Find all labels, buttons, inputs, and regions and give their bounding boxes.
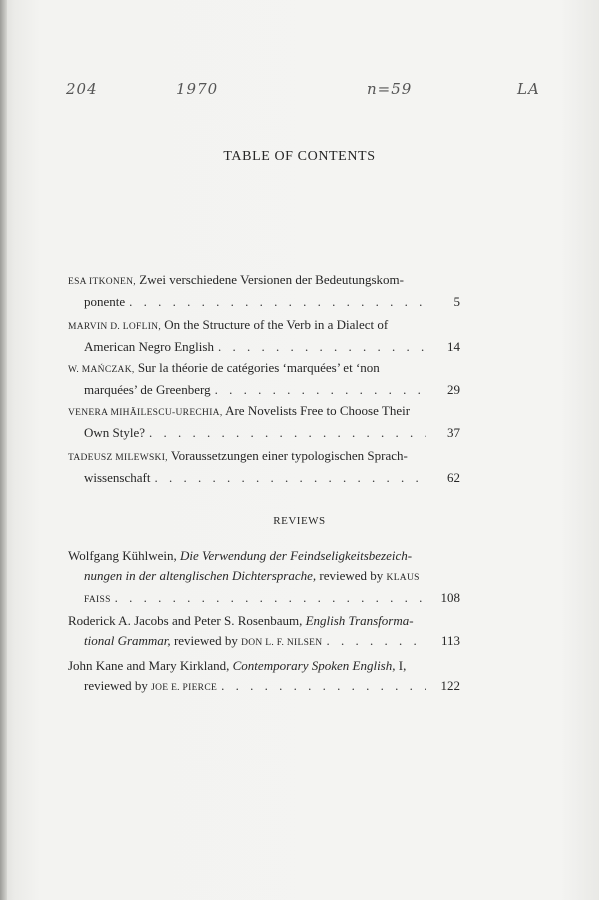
- book-title: Die Verwendung der Feindseligkeitsbezeich-: [179, 548, 413, 563]
- page-number: 113: [440, 633, 460, 648]
- article-title: On the Structure of the Verb in a Dialect of: [164, 317, 389, 332]
- reviews-heading: REVIEWS: [273, 515, 326, 527]
- reviewer-name: DON L. F. NILSEN: [241, 638, 323, 648]
- author-name: ESA ITKONEN,: [68, 277, 136, 287]
- article-title-cont: marquées’ de Greenberg: [84, 382, 211, 397]
- page-binding-shadow: [0, 0, 7, 900]
- review-entry: [68, 656, 460, 698]
- dot-leader: [115, 588, 426, 608]
- dot-leader: [218, 337, 426, 357]
- page-number: 108: [440, 590, 460, 605]
- reviewed-authors: John Kane and Mary Kirkland,: [68, 658, 230, 673]
- handwritten-note: 1970: [176, 80, 219, 98]
- reviewed-authors: Wolfgang Kühlwein,: [68, 548, 177, 563]
- dot-leader: [154, 468, 426, 488]
- book-title: Contemporary Spoken English,: [232, 658, 396, 673]
- review-entry: [68, 611, 460, 653]
- author-name: W. MAŃCZAK,: [68, 365, 135, 375]
- volume-label: I,: [398, 658, 407, 673]
- reviewed-by-label: reviewed by: [319, 568, 384, 583]
- reviewer-name: KLAUS: [386, 573, 420, 583]
- reviewer-name: JOE E. PIERCE: [151, 683, 218, 693]
- page-number: 5: [453, 294, 460, 309]
- page-number: 29: [447, 382, 460, 397]
- dot-leader: [221, 676, 426, 696]
- book-title-cont: nungen in der altenglischen Dichtersprache,: [84, 568, 317, 583]
- page-number: 37: [447, 425, 460, 440]
- page-number: 122: [440, 678, 460, 693]
- page-number: 62: [447, 470, 460, 485]
- book-title-cont: tional Grammar,: [84, 633, 171, 648]
- toc-entry: [68, 446, 460, 488]
- page-number: 14: [447, 339, 460, 354]
- dot-leader: [215, 380, 426, 400]
- page-title: TABLE OF CONTENTS: [223, 149, 376, 164]
- review-entry: [68, 546, 460, 610]
- reviewed-by-label: reviewed by: [84, 678, 148, 693]
- dot-leader: [326, 631, 426, 651]
- article-title-cont: ponente: [84, 294, 126, 309]
- article-title-cont: American Negro English: [84, 339, 214, 354]
- handwritten-note: 204: [66, 80, 98, 98]
- article-title-cont: Own Style?: [84, 425, 146, 440]
- article-title: Zwei verschiedene Versionen der Bedeutungskom-: [139, 272, 404, 287]
- dot-leader: [149, 423, 426, 443]
- toc-entry: [68, 358, 460, 400]
- article-title-cont: wissenschaft: [84, 470, 151, 485]
- author-name: MARVIN D. LOFLIN,: [68, 322, 162, 332]
- toc-entry: [68, 315, 460, 357]
- reviewed-authors: Roderick A. Jacobs and Peter S. Rosenbaum,: [68, 613, 303, 628]
- toc-entry: [68, 401, 460, 443]
- reviewer-name-cont: FAISS: [84, 595, 111, 605]
- handwritten-note: n=59: [367, 80, 413, 98]
- dot-leader: [129, 292, 426, 312]
- handwritten-note: LA: [517, 80, 540, 98]
- author-name: TADEUSZ MILEWSKI,: [68, 453, 168, 463]
- reviewed-by-label: reviewed by: [173, 633, 238, 648]
- article-title: Sur la théorie de catégories ‘marquées’ et ‘non: [137, 360, 380, 375]
- toc-entry: [68, 270, 460, 312]
- article-title: Are Novelists Free to Choose Their: [225, 403, 411, 418]
- author-name: VENERA MIHĂILESCU-URECHIA,: [68, 408, 223, 418]
- book-title: English Transforma-: [305, 613, 414, 628]
- article-title: Voraussetzungen einer typologischen Sprach-: [170, 448, 408, 463]
